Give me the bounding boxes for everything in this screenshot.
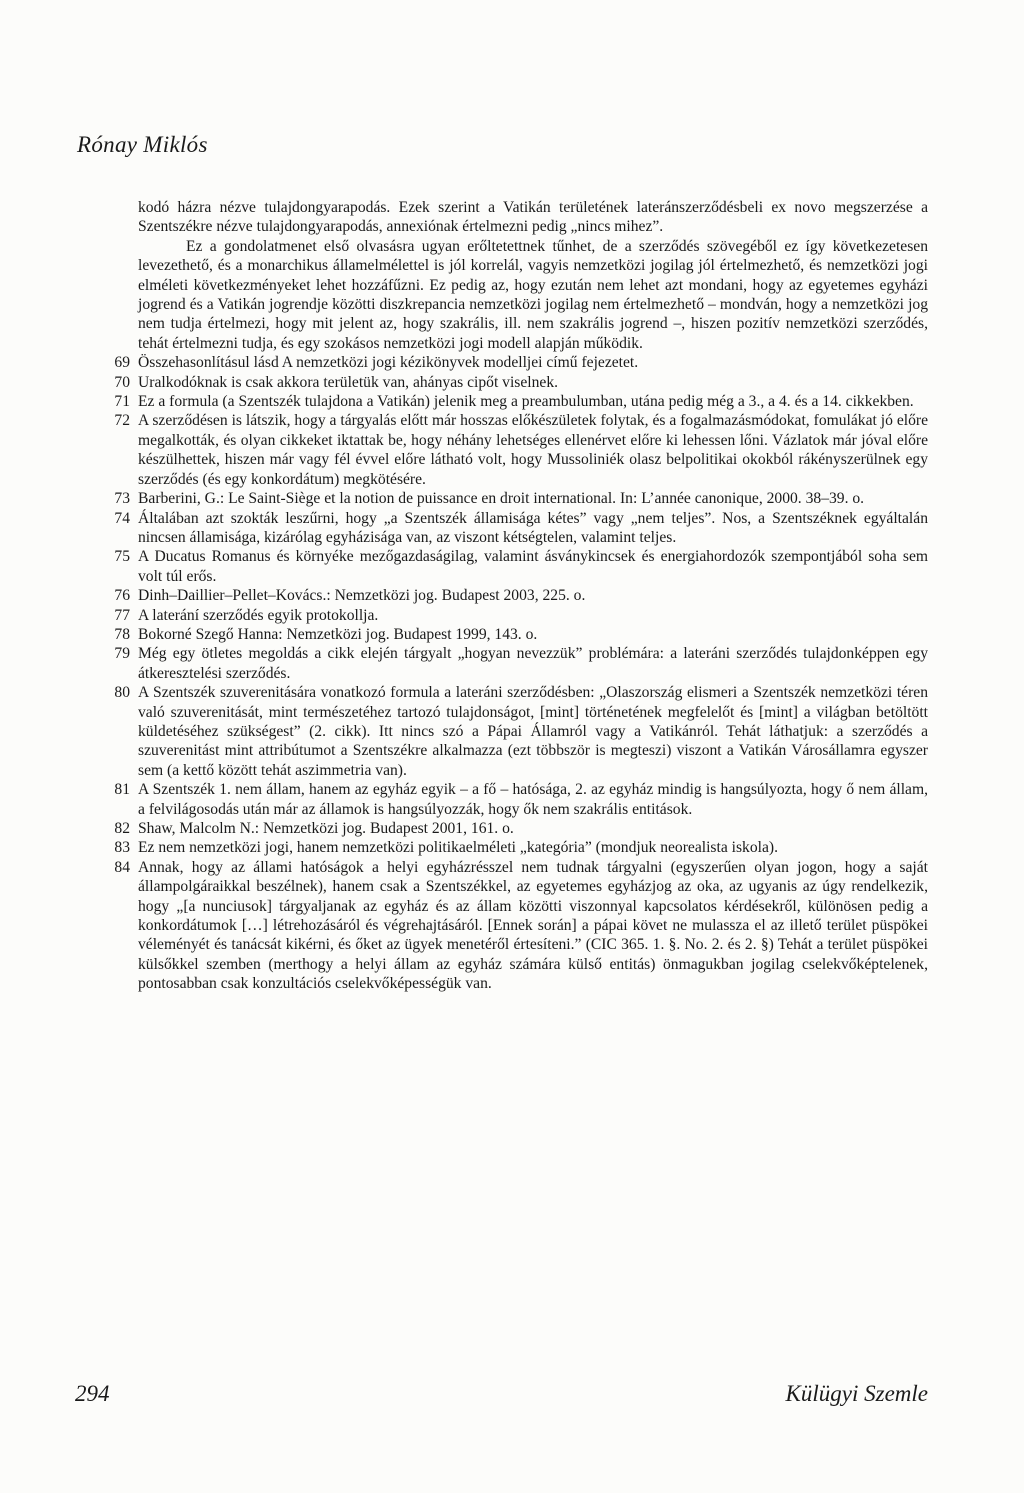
footnote-text: Bokorné Szegő Hanna: Nemzetközi jog. Budapest 1999, 143. o. <box>138 625 538 643</box>
footnote-text: Általában azt szokták leszűrni, hogy „a Szentszék államisága kétes” vagy „nem teljes”. Nos, a Szentszéknek egyáltalán nincsen államisága, kizárólag egyházisága van, az viszont kétségtelen, valamint teljes. <box>138 509 928 546</box>
footnote-number: 80 <box>114 684 130 702</box>
footnote <box>114 780 928 819</box>
footnote <box>114 353 928 372</box>
footnote-number: 74 <box>114 509 130 527</box>
footnotes <box>114 353 928 993</box>
footnote <box>114 606 928 625</box>
footnote <box>114 509 928 548</box>
footnote <box>114 586 928 605</box>
running-head-author: Rónay Miklós <box>77 132 208 157</box>
footnote-number: 77 <box>114 606 130 624</box>
footnote-number: 79 <box>114 645 130 663</box>
footnote-number: 75 <box>114 548 130 566</box>
footnote-number: 71 <box>114 393 130 411</box>
footnote <box>114 547 928 586</box>
footnote-number: 82 <box>114 820 130 837</box>
footnote-text: Barberini, G.: Le Saint-Siège et la notion de puissance en droit international. In: L’année canonique, 2000. 38–39. o. <box>138 490 865 508</box>
footnote-number: 72 <box>114 412 130 430</box>
footnote-number: 76 <box>114 587 130 605</box>
page-number: 294 <box>75 1381 110 1406</box>
paragraph-2: Ez a gondolatmenet első olvasásra ugyan erőltetettnek tűnhet, de a szerződés szövegéből ez így következetesen levezethető, és a monarchikus államelmélettel is jól korrelál, vagyis nemzetközi jogilag jól értelmezhető, és nemzetközi jogi elméleti következményeket lehet hozzáfűzni. Ez pedig az, hogy ezután nem lehet azt mondani, hogy az egyetemes egyházi jogrend és a Vatikán jogrendje közötti diszkrepancia nemzetközi jogilag nem értelmezhető – mondván, hogy a nemzetközi jog nem tudja értelmezi, hogy mit jelent az, hogy szakrális, ill. nem szakrális jogrend –, hiszen pozitív nemzetközi szerződés, tehát értelmezni tudja, és egy szokásos nemzetközi jogi modell alapján működik. <box>138 237 928 352</box>
footnote <box>114 373 928 392</box>
footnote-number: 70 <box>114 373 130 391</box>
footnote-number: 83 <box>114 839 130 857</box>
footnote-text: Dinh–Daillier–Pellet–Kovács.: Nemzetközi jog. Budapest 2003, 225. o. <box>138 587 586 605</box>
footnote <box>114 858 928 994</box>
footnote <box>114 489 928 508</box>
footnote <box>114 411 928 489</box>
footnote-text: Shaw, Malcolm N.: Nemzetközi jog. Budapest 2001, 161. o. <box>138 820 514 837</box>
footnote-text: Ez nem nemzetközi jogi, hanem nemzetközi politikaelméleti „kategória” (mondjuk neorealista iskola). <box>138 839 778 857</box>
footnote <box>114 683 928 780</box>
paragraph-1: kodó házra nézve tulajdongyarapodás. Ezek szerint a Vatikán területének lateránszerződésbeli ex novo megszerzése a Szentszékre nézve tulajdongyarapodás, annexiónak értelmezni pedig „nincs mihez”. <box>138 199 928 236</box>
footnote <box>114 644 928 683</box>
footnote <box>114 838 928 857</box>
footnote <box>114 392 928 411</box>
footnote-text: Összehasonlításul lásd A nemzetközi jogi kézikönyvek modelljei című fejezetet. <box>138 354 639 372</box>
footnote-number: 73 <box>114 490 130 508</box>
footnote-number: 84 <box>114 858 130 876</box>
footnote-number: 78 <box>114 625 130 643</box>
footnote-text: Ez a formula (a Szentszék tulajdona a Vatikán) jelenik meg a preambulumban, utána pedig még a 3., a 4. és a 14. cikkekben. <box>138 393 914 411</box>
footnote-text: A Ducatus Romanus és környéke mezőgazdaságilag, valamint ásványkincsek és energiahordozók szempontjából soha sem volt túl erős. <box>138 548 928 585</box>
footnote <box>114 625 928 644</box>
footnote-text: A szerződésen is látszik, hogy a tárgyalás előtt már hosszas előkészületek folytak, és a fogalmazásmódokat, fomulákat jó előre megalkották, és olyan cikkeket iktattak be, hogy néhány lehetséges ellenérvet előre ki lehessen lőni. Vázlatok már jóval előre készülhettek, hiszen már vagy fél évvel előre látható volt, hogy Mussoliniék olasz belpolitikai okokból rákényszerülnek egy szerződés (és egy konkordátum) megkötésére. <box>138 412 928 488</box>
footnote-number: 69 <box>114 354 130 372</box>
footnote-text: A laterání szerződés egyik protokollja. <box>138 606 379 624</box>
footnote-text: A Szentszék 1. nem állam, hanem az egyház egyik – a fő – hatósága, 2. az egyház mindig is hangsúlyozta, hogy ő nem állam, a felvilágosodás után már az államok is hangsúlyozzák, hogy ők nem szakrális entitások. <box>138 781 928 818</box>
footnote-text: Annak, hogy az állami hatóságok a helyi egyházrésszel nem tudnak tárgyalni (egyszerűen olyan jogon, hogy a saját állampolgáraikkal beszélnek), hanem csak a Szentszékkel, az egyetemes egyházjog az oka, az ugyanis az úgy rendelkezik, hogy „[a nunciusok] tárgyaljanak az egyház és az állam közötti viszonnyal kapcsolatos kérdésekről, különösen pedig a konkordátumok […] létrehozásáról és végrehajtásáról. [Ennek során] a pápai követ ne mulassza el az illető terület püspökei véleményét és tanácsát kikérni, és őket az ügyek menetéről értesíteni.” (CIC 365. 1. §. No. 2. és 2. §) Tehát a terület püspökei külsőkkel szemben (merthogy a helyi állam az egyház számára külső entitás) önmagukban jogilag cselekvőképtelenek, pontosabban csak konzultációs cselekvőképességük van. <box>138 858 928 993</box>
main-text <box>114 198 928 994</box>
footnote-number: 81 <box>114 781 130 799</box>
footnote-text: Uralkodóknak is csak akkora területük van, ahányas cipőt viselnek. <box>138 373 559 391</box>
footnote-text: Még egy ötletes megoldás a cikk elején tárgyalt „hogyan nevezzük” problémára: a lateráni szerződés tulajdonképpen egy átkeresztelési szerződés. <box>138 645 928 682</box>
footnote-text: A Szentszék szuverenitására vonatkozó formula a lateráni szerződésben: „Olaszország elismeri a Szentszék nemzetközi téren való szuverenitását, mint természetéhez tartozó tulajdonságot, [mint] történetének megfelelőt és [mint] a világban betöltött küldetéséhez szükségest” (2. cikk). Itt nincs szó a Pápai Államról vagy a Vatikánról. Tehát láthatjuk: a szerződés a szuverenitást mint attribútumot a Szentszékre alkalmazza (ezt többször is megteszi) viszont a Vatikán Városállamra egyszer sem (a kettő között tehát aszimmetria van). <box>138 684 928 779</box>
footnote <box>114 819 928 838</box>
journal-title: Külügyi Szemle <box>785 1381 928 1406</box>
